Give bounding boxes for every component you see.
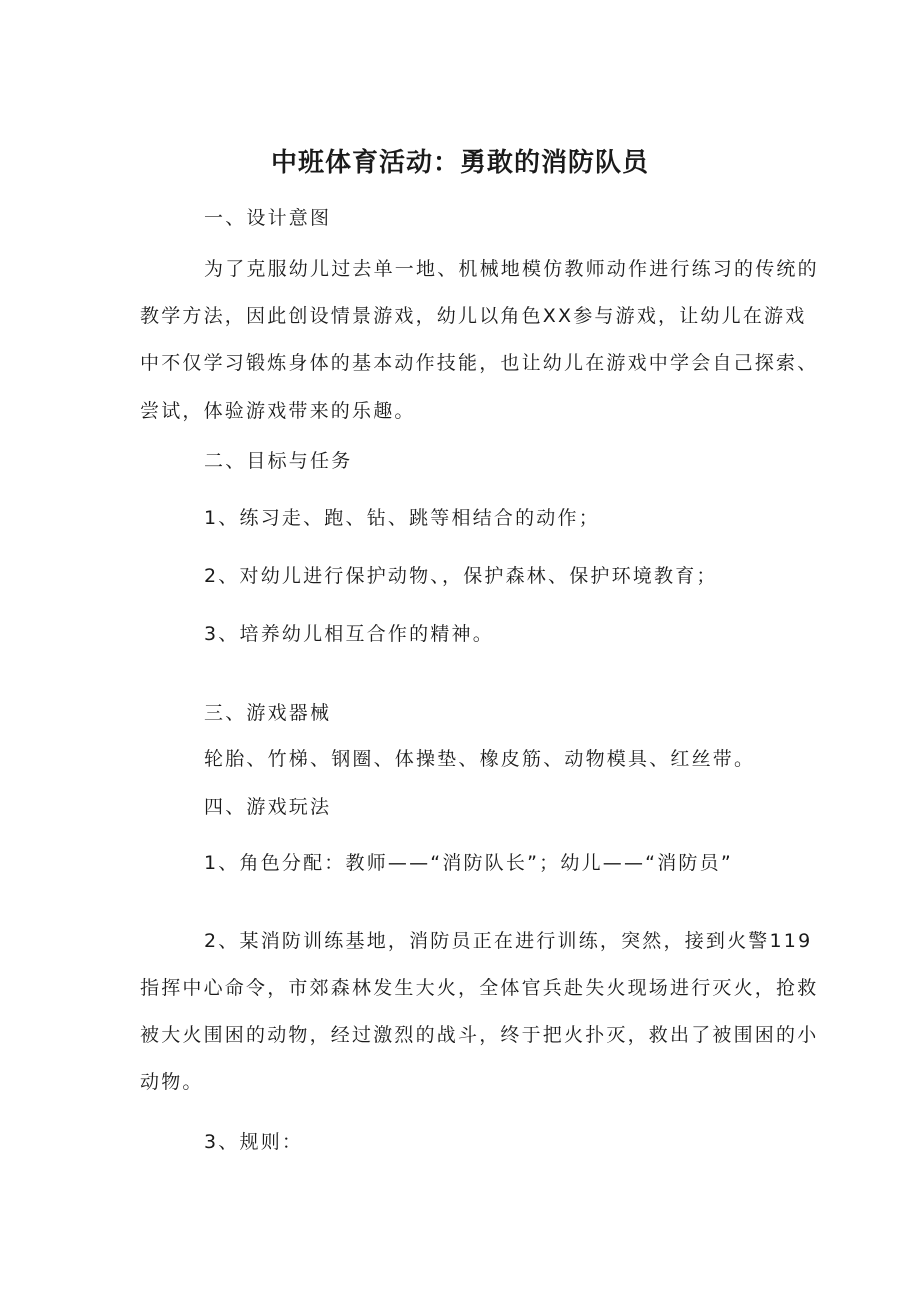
gameplay-item-rules: 3、规则：	[204, 1131, 304, 1153]
goal-item: 2、对幼儿进行保护动物、，保护森林、保护环境教育；	[204, 565, 718, 587]
document-title: 中班体育活动：勇敢的消防队员	[270, 148, 649, 178]
goal-item: 1、练习走、跑、钻、跳等相结合的动作；	[204, 507, 600, 529]
paragraph-line: 动物。	[140, 1071, 204, 1093]
paragraph-line: 教学方法，因此创设情景游戏，幼儿以角色XX参与游戏，让幼儿在游戏	[140, 305, 807, 327]
paragraph-line: 中不仅学习锻炼身体的基本动作技能，也让幼儿在游戏中学会自己探索、	[140, 352, 819, 374]
section-heading-goals: 二、目标与任务	[204, 450, 353, 472]
paragraph-line: 被大火围困的动物，经过激烈的战斗，终于把火扑灭，救出了被围困的小	[140, 1024, 819, 1046]
gameplay-item-roles: 1、角色分配：教师——“消防队长”；幼儿——“消防员”	[204, 852, 733, 874]
section-heading-equipment: 三、游戏器械	[204, 702, 332, 724]
paragraph-line: 为了克服幼儿过去单一地、机械地模仿教师动作进行练习的传统的	[204, 258, 819, 280]
goal-item: 3、培养幼儿相互合作的精神。	[204, 623, 494, 645]
paragraph-line: 指挥中心命令，市郊森林发生大火，全体官兵赴失火现场进行灭火，抢救	[140, 977, 819, 999]
paragraph-line: 尝试，体验游戏带来的乐趣。	[140, 400, 416, 422]
section-heading-gameplay: 四、游戏玩法	[204, 796, 332, 818]
equipment-list: 轮胎、竹梯、钢圈、体操垫、橡皮筋、动物模具、红丝带。	[204, 748, 756, 770]
paragraph-line: 2、某消防训练基地，消防员正在进行训练，突然，接到火警119	[204, 930, 813, 952]
section-heading-design-intent: 一、设计意图	[204, 207, 332, 229]
